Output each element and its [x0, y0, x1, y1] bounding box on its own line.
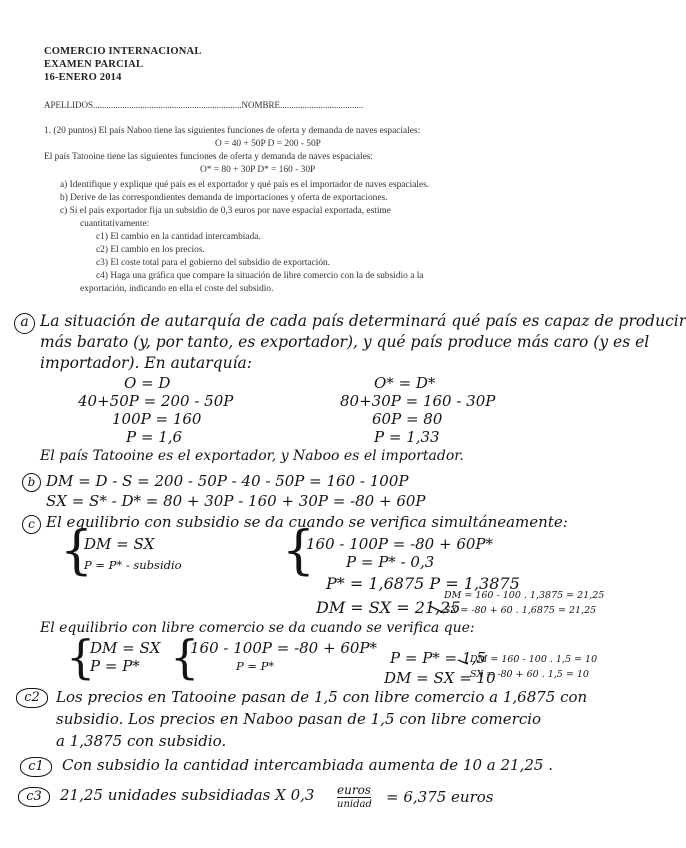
- free-trade-brace-left: {: [66, 630, 96, 684]
- subsidy-prices: P* = 1,6875 P = 1,3875: [326, 574, 520, 593]
- question-p1-functions: O = 40 + 50P D = 200 - 50P: [215, 139, 321, 149]
- answer-c2-text-2: subsidio. Los precios en Naboo pasan de 1,5 con libre comercio: [56, 710, 542, 728]
- subsidy-system-left-1: DM = SX: [84, 535, 155, 553]
- free-trade-quantity: DM = SX = 10: [384, 669, 496, 687]
- answer-a-text-1: La situación de autarquía de cada país determinará qué país es capaz de producir: [40, 312, 686, 330]
- question-c: c) Si el país exportador fija un subsidio de 0,3 euros por nave espacial exportada, estime: [60, 206, 391, 216]
- header-exam-type: EXAMEN PARCIAL: [44, 59, 144, 70]
- answer-c3-result: = 6,375 euros: [386, 788, 494, 806]
- answer-c2-text-3: a 1,3875 con subsidio.: [56, 732, 227, 750]
- answer-c2-marker: c2: [16, 688, 48, 708]
- free-trade-system-left-2: P = P*: [90, 657, 140, 675]
- autarky-eq-star-2: 80+30P = 160 - 30P: [340, 392, 496, 410]
- header-date: 16-ENERO 2014: [44, 72, 122, 83]
- check-arrow-subsidy: [430, 606, 444, 613]
- check-arrow-free-trade: [458, 660, 468, 664]
- free-trade-system-left-1: DM = SX: [90, 639, 161, 657]
- free-trade-system-right-2: P = P*: [236, 659, 275, 673]
- free-trade-check-dm: DM = 160 - 100 . 1,5 = 10: [470, 654, 598, 665]
- free-trade-brace-right: {: [170, 630, 200, 684]
- free-trade-price: P = P* = 1,5: [390, 649, 486, 667]
- subsidy-system-right-2: P = P* - 0,3: [346, 553, 435, 571]
- question-c3: c3) El coste total para el gobierno del subsidio de exportación.: [96, 258, 331, 268]
- answer-c-marker: c: [22, 515, 41, 534]
- answer-c-intro: El equilibrio con subsidio se da cuando se verifica simultáneamente:: [46, 513, 568, 531]
- answer-c3-unit-denominator: unidad: [337, 799, 372, 810]
- autarky-eq-3: 100P = 160: [112, 410, 202, 428]
- header-course: COMERCIO INTERNACIONAL: [44, 46, 202, 57]
- export-supply-eq: SX = S* - D* = 80 + 30P - 160 + 30P = -80 + 60P: [46, 492, 426, 510]
- answer-c2-text-1: Los precios en Tatooine pasan de 1,5 con libre comercio a 1,6875 con: [56, 688, 588, 706]
- subsidy-system-right-1: 160 - 100P = -80 + 60P*: [306, 535, 494, 553]
- autarky-eq-1: O = D: [124, 374, 171, 392]
- autarky-eq-2: 40+50P = 200 - 50P: [78, 392, 234, 410]
- autarky-eq-star-4: P = 1,33: [374, 428, 440, 446]
- question-a: a) Identifique y explique qué país es el exportador y qué país es el importador de naves espaciales.: [60, 180, 430, 190]
- answer-c1-marker: c1: [20, 757, 52, 777]
- subsidy-check-dm: DM = 160 - 100 . 1,3875 = 21,25: [444, 590, 605, 601]
- name-line: APELLIDOS..................................................................NOMBRE.....................................: [44, 100, 364, 110]
- question-c-cont: cuantitativamente:: [80, 219, 150, 229]
- question-c2: c2) El cambio en los precios.: [96, 245, 205, 255]
- question-p1: 1. (20 puntos) El país Naboo tiene las siguientes funciones de oferta y demanda de naves espaciales:: [44, 126, 421, 136]
- free-trade-intro: El equilibrio con libre comercio se da cuando se verifica que:: [40, 620, 475, 636]
- export-demand-eq: DM = D - S = 200 - 50P - 40 - 50P = 160 - 100P: [46, 472, 409, 490]
- answer-c3-unit-numerator: euros: [337, 783, 371, 797]
- answer-a-marker: a: [14, 313, 35, 334]
- system-brace-right: {: [282, 521, 316, 581]
- answer-c3-text: 21,25 unidades subsidiadas X 0,3: [60, 786, 315, 804]
- answer-a-text-2: más barato (y, por tanto, es exportador), y qué país produce más caro (y es el: [40, 333, 650, 351]
- autarky-eq-star-3: 60P = 80: [372, 410, 443, 428]
- question-c4-cont: exportación, indicando en ella el coste del subsidio.: [80, 284, 274, 294]
- autarky-eq-star-1: O* = D*: [374, 374, 436, 392]
- subsidy-check-sx: SX = -80 + 60 . 1,6875 = 21,25: [444, 605, 597, 616]
- question-p2: El país Tatooine tiene las siguientes funciones de oferta y demanda de naves espaciales:: [44, 152, 374, 162]
- answer-c3-marker: c3: [18, 787, 50, 807]
- question-c1: c1) El cambio en la cantidad intercambiada.: [96, 232, 261, 242]
- question-b: b) Derive de las correspondientes demanda de importaciones y oferta de exportaciones.: [60, 193, 388, 203]
- subsidy-quantity: DM = SX = 21,25: [316, 598, 461, 617]
- autarky-eq-4: P = 1,6: [126, 428, 183, 446]
- question-c4: c4) Haga una gráfica que compare la situación de libre comercio con la de subsidio a la: [96, 271, 424, 281]
- system-brace-left: {: [60, 521, 94, 581]
- answer-c1-text: Con subsidio la cantidad intercambiada aumenta de 10 a 21,25 .: [62, 756, 553, 774]
- answer-a-conclusion: El país Tatooine es el exportador, y Naboo es el importador.: [40, 448, 464, 464]
- free-trade-system-right-1: 160 - 100P = -80 + 60P*: [190, 639, 378, 657]
- question-p2-functions: O* = 80 + 30P D* = 160 - 30P: [200, 165, 316, 175]
- free-trade-check-sx: SX = -80 + 60 . 1,5 = 10: [470, 669, 589, 680]
- answer-a-text-3: importador). En autarquía:: [40, 354, 253, 372]
- answer-b-marker: b: [22, 473, 41, 492]
- subsidy-system-left-2: P = P* - subsidio: [84, 558, 182, 572]
